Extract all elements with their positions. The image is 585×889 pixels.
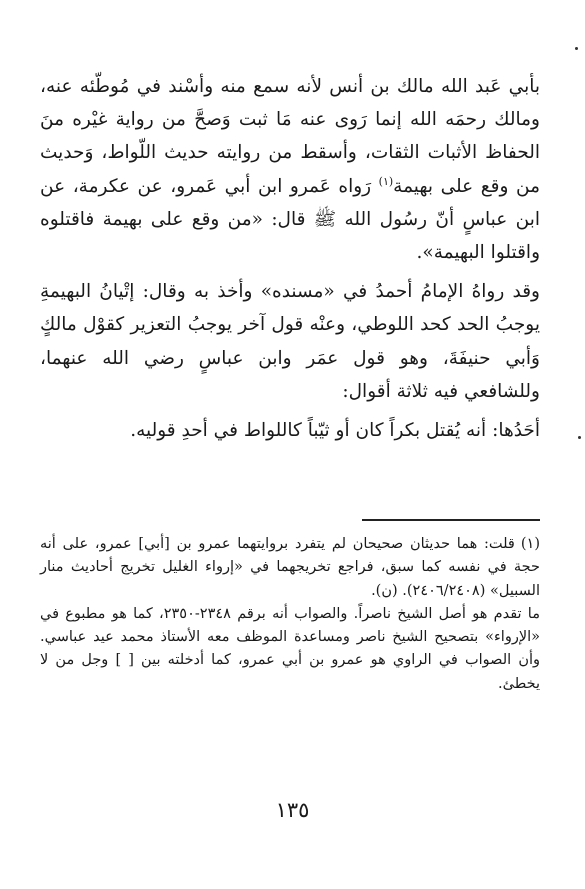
footnote-2: ما تقدم هو أصل الشيخ ناصراً. والصواب أنه برقم ٢٣٤٨-٢٣٥٠، كما هو مطبوع في «الإرواء» بتصحيح الشيخ ناصر ومساعدة الموظف معه الأستاذ محمد عيد عباسي. وأن الصواب في الراوي هو عمرو بن أبي عمرو، كما أدخلته بين [ ] وجل من لا يخطئ. — [40, 605, 540, 692]
footnote-1-text: قلت: هما حديثان صحيحان لم يتفرد بروايتهما عمرو بن [أبي] عمرو، على أنه حجة في نفسه كما سبق، فراجع تخريجهما في «إرواء الغليل تخريج أحاديث منار السبيل» (٢٤٠٦/٢٤٠٨). (ن). — [40, 536, 540, 599]
scan-dot-mark — [575, 47, 578, 50]
paragraph-1-text-a: بأبي عَبد الله مالك بن أنس لأنه سمع منه وأسْند في مُوطّئه عنه، ومالك رحمَه الله إنما رَوى عنه مَا ثبت وَصحَّ من رواية غيْره منَ الحفاظ الأثبات الثقات، وأسقط من روايته حديث اللّواط، وَحديث من وقع على بهيمة — [40, 76, 540, 197]
paragraph-3: أحَدُها: أنه يُقتل بكراً كان أو ثيّباً كاللواط في أحدِ قوليه. — [130, 420, 540, 442]
footnote-divider — [362, 519, 540, 521]
paragraph-1 — [40, 70, 540, 269]
paragraph-1-text-b: رَواه عَمرو ابن أبي عَمرو، عن عكرمة، عن ابن عباسٍ أنّ رسُول الله ﷺ قال: «من وقع على بهيمة فاقتلوه واقتلوا البهيمة». — [40, 175, 540, 264]
footnote-1 — [40, 533, 540, 603]
page-number: ١٣٥ — [275, 798, 310, 822]
footnotes — [40, 533, 540, 696]
footnote-1-number: (١) — [520, 536, 540, 552]
footnote-ref-1[interactable]: (١) — [378, 174, 394, 188]
scan-dot-mark — [578, 436, 581, 439]
main-text — [40, 70, 540, 447]
paragraph-2: وقد رواهُ الإمامُ أحمدُ في «مسنده» وأخذ به وقال: إتْيانُ البهيمةِ يوجبُ الحد كحد اللوطي، وعنْه قول آخر يوجبُ التعزير كقوْل مالكٍ وَأبي حنيفَةَ، وهو قول عمَر وابن عباسٍ رضي الله عنهما، وللشافعي فيه ثلاثة أقوال: — [40, 281, 540, 402]
